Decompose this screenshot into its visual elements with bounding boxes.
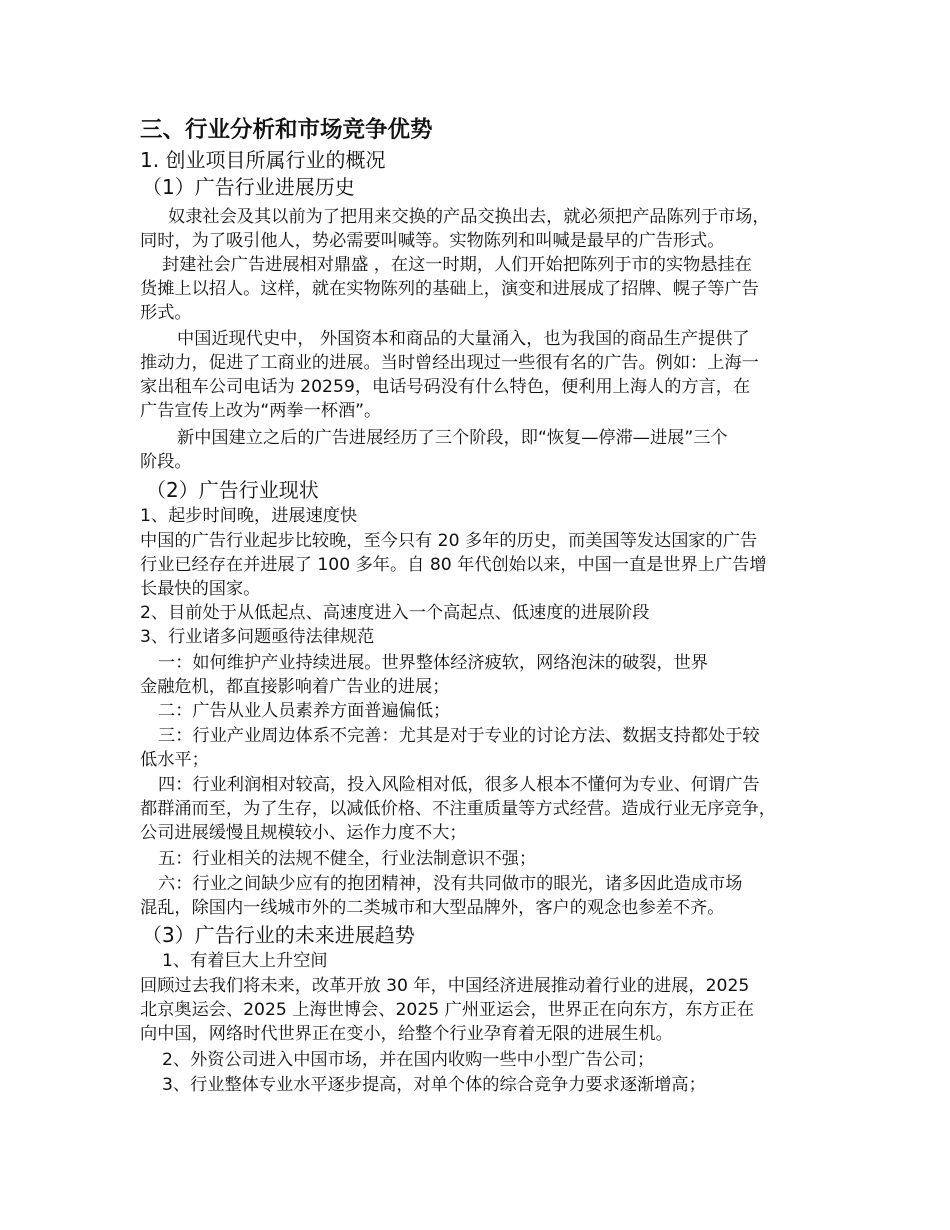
body-line: 封建社会广告进展相对鼎盛 ，在这一时期，人们开始把陈列于市的实物悬挂在 [162,255,752,275]
list-item: 2、目前处于从低起点、高速度进入一个高起点、低速度的进展阶段 [140,603,650,623]
body-line: 长最快的国家。 [140,579,261,599]
body-line: 五：行业相关的法规不健全，行业法制意识不强； [158,849,537,869]
body-line: 北京奥运会、2025 上海世博会、2025 广州亚运会，世界正在向东方，东方正在 [140,1000,755,1020]
body-line: 公司进展缓慢且规模较小、运作力度不大； [140,823,467,843]
list-item: 1、有着巨大上升空间 [162,951,328,971]
body-line: 四：行业利润相对较高，投入风险相对低，很多人根本不懂何为专业、何谓广告 [158,775,760,795]
section-heading: 三、行业分析和市场竞争优势 [140,117,433,143]
body-line: 形式。 [140,303,192,323]
list-item: 1、起步时间晚，进展速度快 [140,506,358,526]
body-line: 向中国，网络时代世界正在变小，给整个行业孕育着无限的进展生机。 [140,1024,673,1044]
body-line: 二：广告从业人员素养方面普遍偏低； [158,701,451,721]
body-line: 推动力，促进了工商业的进展。当时曾经出现过一些很有名的广告。例如：上海一 [140,353,759,373]
body-line: 都群涌而至，为了生存，以减低价格、不注重质量等方式经营。造成行业无序竞争， [140,799,776,819]
body-line: 回顾过去我们将未来，改革开放 30 年，中国经济进展推动着行业的进展，2025 [140,976,750,996]
body-line: 低水平； [140,750,209,770]
body-line: 混乱，除国内一线城市外的二类城市和大型品牌外，客户的观念也参差不齐。 [140,898,725,918]
body-line: 行业已经存在并进展了 100 多年。自 80 年代创始以来，中国一直是世界上广告增 [140,555,767,575]
body-line: 三：行业产业周边体系不完善：尤其是对于专业的讨论方法、数据支持都处于较 [158,726,760,746]
list-item: 3、行业诸多问题亟待法律规范 [140,627,375,647]
body-line: 阶段。 [140,452,192,472]
list-item: 2、外资公司进入中国市场，并在国内收购一些中小型广告公司； [162,1050,655,1070]
body-line: 货摊上以招人。这样，就在实物陈列的基础上，演变和进展成了招牌、幌子等广告 [140,279,759,299]
body-line: 家出租车公司电话为 20259，电话号码没有什么特色，便利用上海人的方言，在 [140,377,751,397]
body-line: 六：行业之间缺少应有的抱团精神，没有共同做市的眼光，诸多因此造成市场 [158,874,743,894]
body-line: 同时，为了吸引他人，势必需要叫喊等。实物陈列和叫喊是最早的广告形式。 [140,231,725,251]
body-line: 金融危机，都直接影响着广告业的进展； [140,677,450,697]
body-line: 中国的广告行业起步比较晚，至今只有 20 多年的历史，而美国等发达国家的广告 [140,531,758,551]
subheading-trends: （3）广告行业的未来进展趋势 [142,923,415,947]
body-line: 新中国建立之后的广告进展经历了三个阶段，即“恢复—停滞—进展”三个 [177,428,728,448]
body-line: 广告宣传上改为“两拳一杯酒”。 [140,401,382,421]
list-item: 3、行业整体专业水平逐步提高，对单个体的综合竞争力要求逐渐增高； [162,1075,706,1095]
body-line: 奴隶社会及其以前为了把用来交换的产品交换出去，就必须把产品陈列于市场， [168,207,770,227]
subheading-history: （1）广告行业进展历史 [142,175,355,199]
body-line: 一：如何维护产业持续进展。世界整体经济疲软，网络泡沫的破裂，世界 [158,653,709,673]
subheading-status: （2）广告行业现状 [146,478,319,502]
body-line: 中国近现代史中， 外国资本和商品的大量涌入，也为我国的商品生产提供了 [177,329,750,349]
subsection-heading: 1. 创业项目所属行业的概况 [140,148,386,172]
